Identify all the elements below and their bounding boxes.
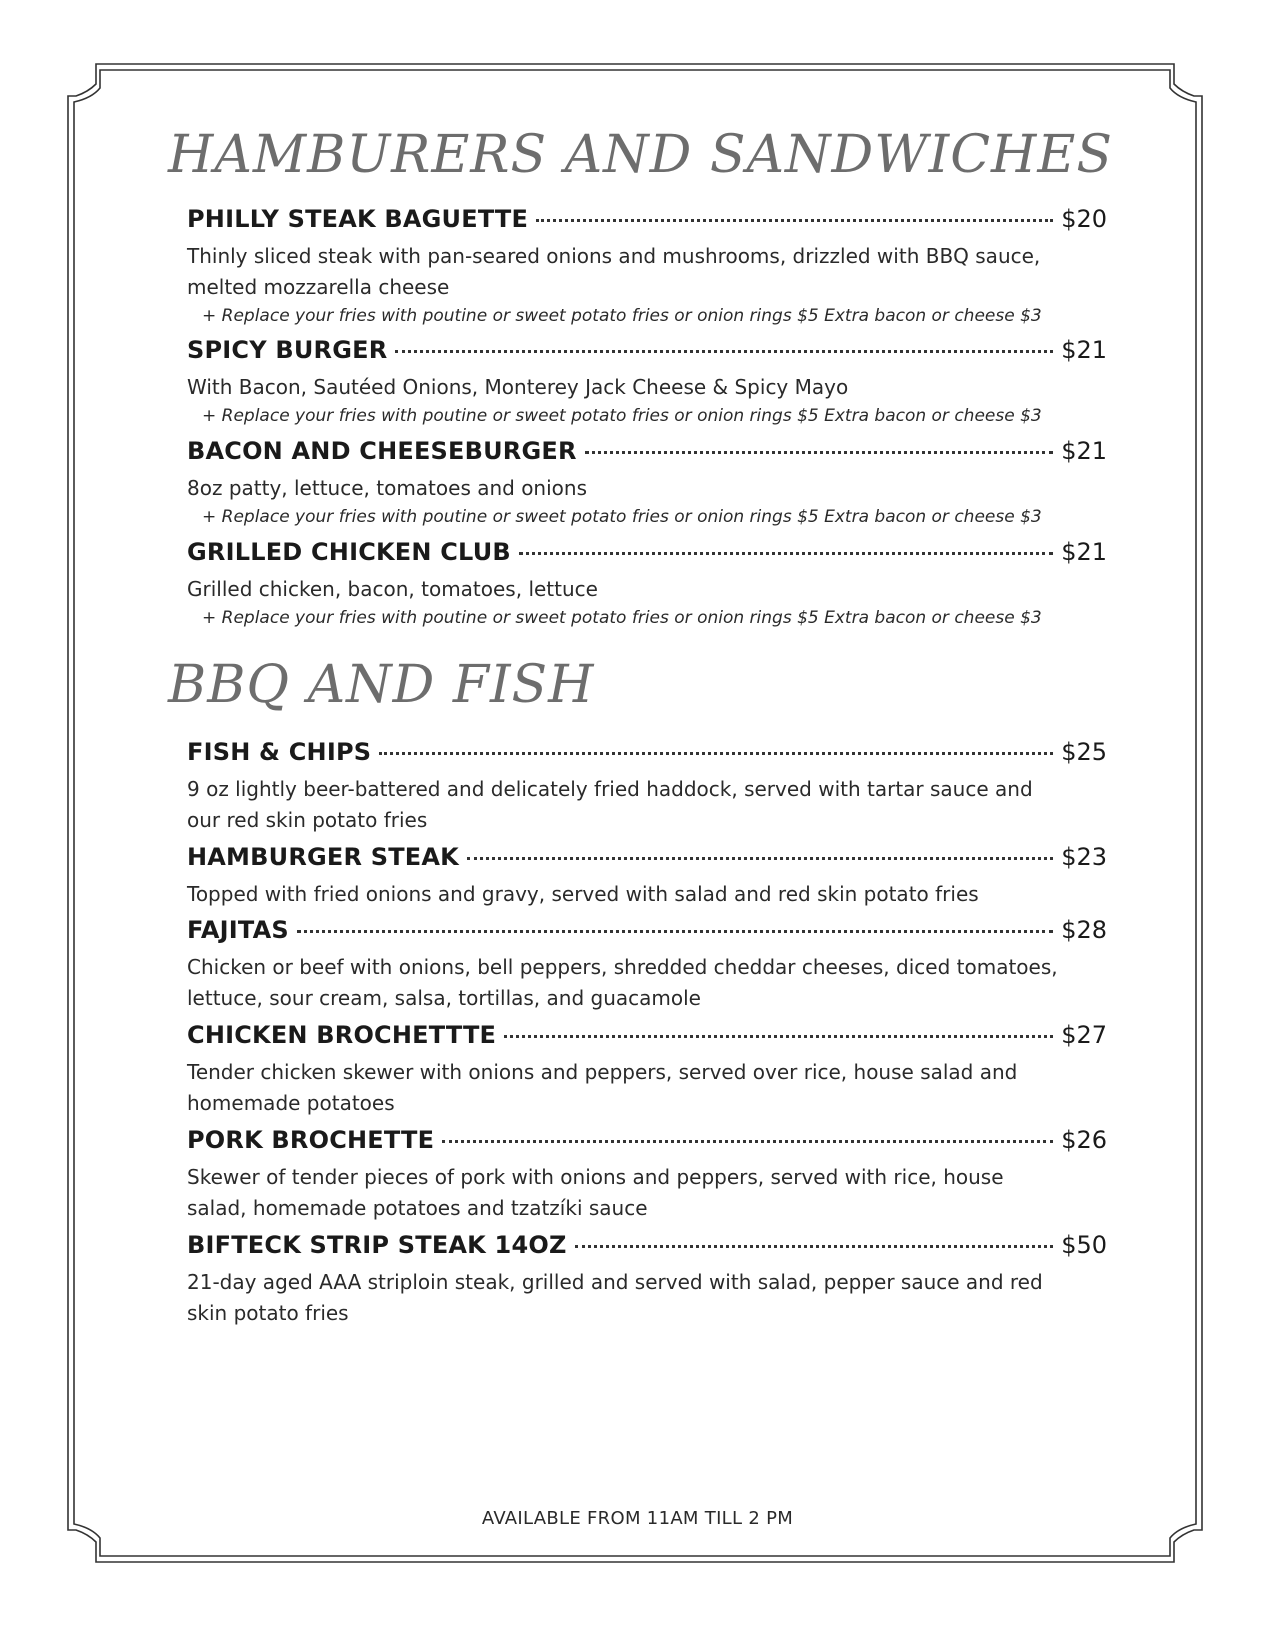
item-description: Topped with fried onions and gravy, served with salad and red skin potato fries	[187, 882, 979, 906]
menu-item	[187, 916, 1107, 1014]
menu-item	[187, 1126, 1107, 1224]
section-title-hamburgers: HAMBURERS AND SANDWICHES	[168, 125, 1113, 185]
dot-leader	[467, 857, 1053, 860]
item-price: $20	[1061, 205, 1107, 233]
dot-leader	[395, 350, 1053, 353]
item-name: BACON AND CHEESEBURGER	[187, 437, 577, 465]
item-description: With Bacon, Sautéed Onions, Monterey Jack Cheese & Spicy Mayo	[187, 375, 849, 399]
item-price: $50	[1061, 1231, 1107, 1259]
menu-item	[187, 1231, 1107, 1329]
item-note: + Replace your fries with poutine or sweet potato fries or onion rings $5 Extra bacon or cheese $3	[202, 406, 1042, 426]
item-name: SPICY BURGER	[187, 336, 388, 364]
item-price: $27	[1061, 1021, 1107, 1049]
menu-item	[187, 843, 1107, 910]
dot-leader	[297, 930, 1053, 933]
dot-leader	[585, 451, 1054, 454]
item-description: Skewer of tender pieces of pork with onions and peppers, served with rice, house salad, homemade potatoes and tzatzíki sauce	[187, 1165, 1004, 1220]
dot-leader	[379, 752, 1053, 755]
item-description: Grilled chicken, bacon, tomatoes, lettuce	[187, 577, 598, 601]
item-description: 9 oz lightly beer-battered and delicately fried haddock, served with tartar sauce and our red skin potato fries	[187, 777, 1033, 832]
item-name: GRILLED CHICKEN CLUB	[187, 538, 511, 566]
menu-item	[187, 738, 1107, 836]
dot-leader	[536, 219, 1053, 222]
menu-item	[187, 437, 1107, 530]
item-note: + Replace your fries with poutine or sweet potato fries or onion rings $5 Extra bacon or cheese $3	[202, 608, 1042, 628]
menu-item	[187, 1021, 1107, 1119]
item-name: BIFTECK STRIP STEAK 14OZ	[187, 1231, 567, 1259]
item-name: FAJITAS	[187, 916, 289, 944]
item-price: $28	[1061, 916, 1107, 944]
dot-leader	[442, 1140, 1053, 1143]
item-name: HAMBURGER STEAK	[187, 843, 459, 871]
item-name: PORK BROCHETTE	[187, 1126, 435, 1154]
section-title-bbq-fish: BBQ AND FISH	[168, 655, 595, 715]
item-price: $25	[1061, 738, 1107, 766]
dot-leader	[504, 1035, 1053, 1038]
item-description: Thinly sliced steak with pan-seared onions and mushrooms, drizzled with BBQ sauce, melted mozzarella cheese	[187, 244, 1041, 299]
item-price: $23	[1061, 843, 1107, 871]
item-name: CHICKEN BROCHETTTE	[187, 1021, 497, 1049]
item-description: 8oz patty, lettuce, tomatoes and onions	[187, 476, 587, 500]
item-price: $21	[1061, 437, 1107, 465]
item-description: Chicken or beef with onions, bell peppers, shredded cheddar cheeses, diced tomatoes, lettuce, sour cream, salsa, tortillas, and guacamole	[187, 955, 1058, 1010]
dot-leader	[519, 552, 1053, 555]
item-description: 21-day aged AAA striploin steak, grilled and served with salad, pepper sauce and red skin potato fries	[187, 1270, 1043, 1325]
item-price: $21	[1061, 538, 1107, 566]
item-name: FISH & CHIPS	[187, 738, 372, 766]
dot-leader	[575, 1245, 1054, 1248]
item-price: $26	[1061, 1126, 1107, 1154]
menu-item	[187, 336, 1107, 429]
item-price: $21	[1061, 336, 1107, 364]
menu-item	[187, 205, 1107, 329]
menu-item	[187, 538, 1107, 631]
availability-footer: AVAILABLE FROM 11AM TILL 2 PM	[481, 1508, 794, 1529]
item-note: + Replace your fries with poutine or sweet potato fries or onion rings $5 Extra bacon or cheese $3	[202, 306, 1042, 326]
item-name: PHILLY STEAK BAGUETTE	[187, 205, 529, 233]
item-note: + Replace your fries with poutine or sweet potato fries or onion rings $5 Extra bacon or cheese $3	[202, 507, 1042, 527]
item-description: Tender chicken skewer with onions and peppers, served over rice, house salad and homemade potatoes	[187, 1060, 1018, 1115]
